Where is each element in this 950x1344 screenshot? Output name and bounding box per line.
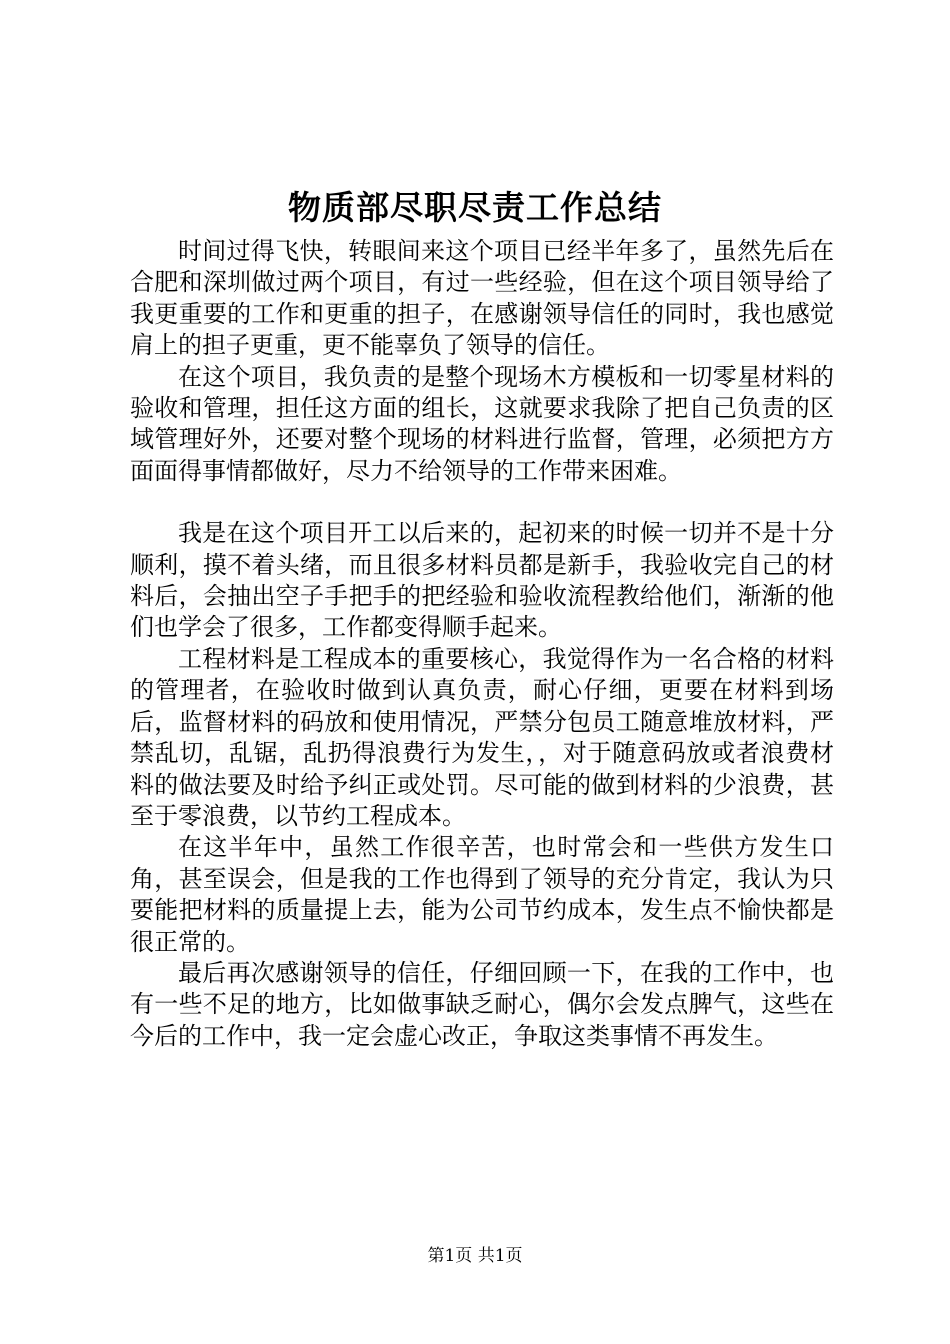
paragraph-spacer xyxy=(130,487,834,518)
paragraph-6: 最后再次感谢领导的信任，仔细回顾一下，在我的工作中，也有一些不足的地方，比如做事缺乏耐心，偶尔会发点脾气，这些在今后的工作中，我一定会虚心改正，争取这类事情不再发生。 xyxy=(130,958,834,1050)
paragraph-4: 工程材料是工程成本的重要核心，我觉得作为一名合格的材料的管理者，在验收时做到认真负责，耐心仔细，更要在材料到场后，监督材料的码放和使用情况，严禁分包员工随意堆放材料，严禁乱切，乱锯，乱扔得浪费行为发生，，对于随意码放或者浪费材料的做法要及时给予纠正或处罚。尽可能的做到材料的少浪费，甚至于零浪费，以节约工程成本。 xyxy=(130,644,834,830)
document-body xyxy=(130,236,834,1052)
document-title: 物质部尽职尽责工作总结 xyxy=(288,188,662,227)
paragraph-1: 时间过得飞快，转眼间来这个项目已经半年多了，虽然先后在合肥和深圳做过两个项目，有过一些经验，但在这个项目领导给了我更重要的工作和更重的担子，在感谢领导信任的同时，我也感觉肩上的担子更重，更不能辜负了领导的信任。 xyxy=(130,237,834,360)
paragraph-2: 在这个项目，我负责的是整个现场木方模板和一切零星材料的验收和管理，担任这方面的组长，这就要求我除了把自己负责的区域管理好外，还要对整个现场的材料进行监督，管理，必须把方方面面得事情都做好，尽力不给领导的工作带来困难。 xyxy=(130,362,834,485)
paragraph-5: 在这半年中，虽然工作很辛苦，也时常会和一些供方发生口角，甚至误会，但是我的工作也得到了领导的充分肯定，我认为只要能把材料的质量提上去，能为公司节约成本，发生点不愉快都是很正常的。 xyxy=(130,833,834,956)
page-footer: 第1页 共1页 xyxy=(427,1246,523,1266)
paragraph-3: 我是在这个项目开工以后来的，起初来的时候一切并不是十分顺利，摸不着头绪，而且很多材料员都是新手，我验收完自己的材料后，会抽出空子手把手的把经验和验收流程教给他们，渐渐的他们也学会了很多，工作都变得顺手起来。 xyxy=(130,519,834,642)
